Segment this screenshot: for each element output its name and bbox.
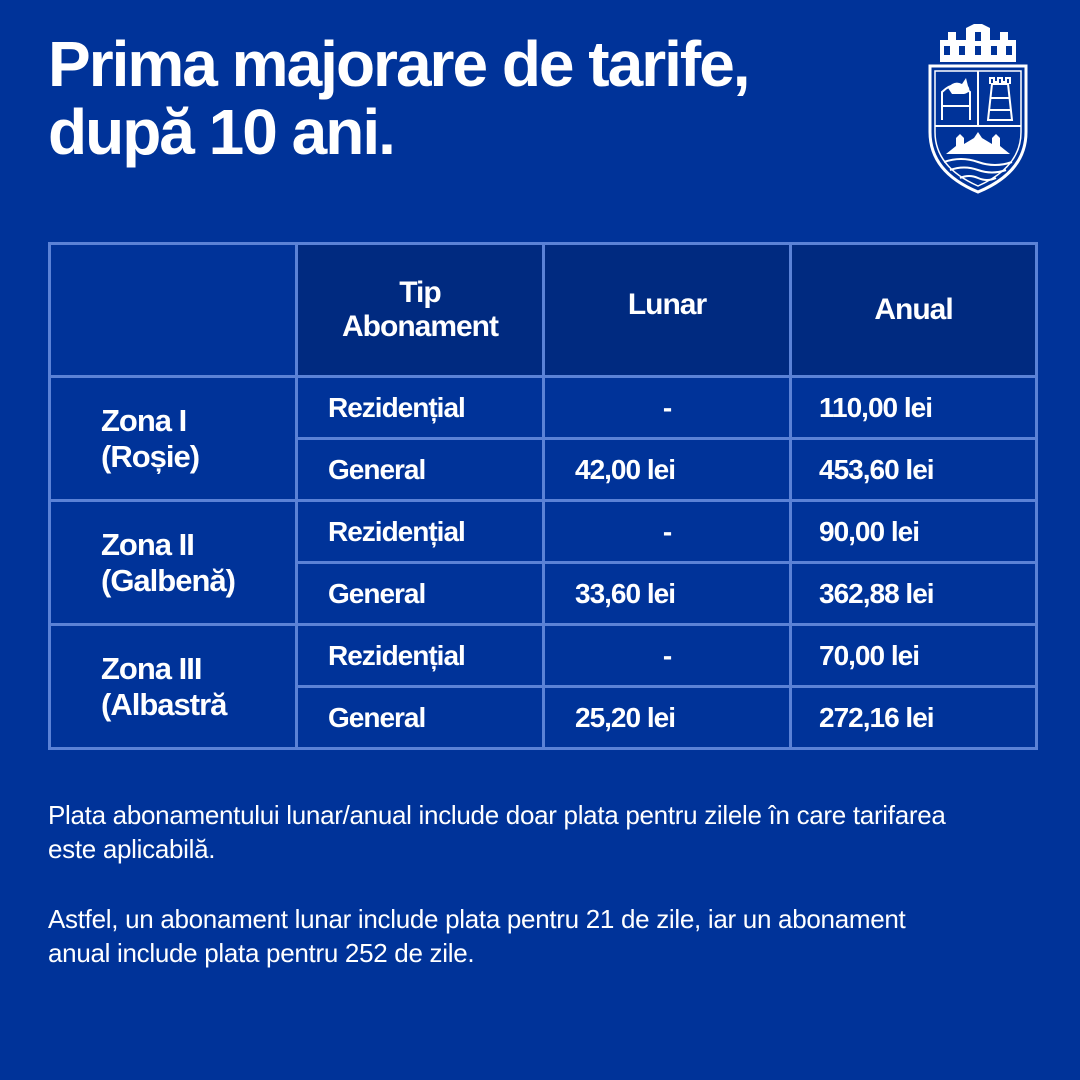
notes: [48, 798, 948, 1006]
zone-name-3-line1: Zona III: [101, 650, 202, 686]
header-type: [297, 244, 544, 377]
row-type: General: [297, 563, 544, 625]
zone-name-1-line1: Zona I: [101, 402, 187, 438]
zone-name-1-line2: (Roșie): [101, 438, 200, 474]
row-type: Rezidențial: [297, 501, 544, 563]
tariff-table: [48, 242, 1038, 750]
row-type: General: [297, 687, 544, 749]
header-monthly: Lunar: [544, 244, 791, 377]
table-row: [50, 501, 1037, 563]
row-yearly: 362,88 lei: [791, 563, 1037, 625]
row-yearly: 110,00 lei: [791, 377, 1037, 439]
zone-name-3: [50, 625, 297, 749]
zone-name-2: [50, 501, 297, 625]
header-type-label: Tip Abonament: [342, 276, 498, 343]
page-title: [48, 30, 888, 166]
header-blank-cell: [50, 244, 297, 377]
row-monthly: -: [544, 501, 791, 563]
row-yearly: 272,16 lei: [791, 687, 1037, 749]
row-yearly: 453,60 lei: [791, 439, 1037, 501]
header-yearly: Anual: [791, 244, 1037, 377]
city-coat-of-arms-icon: [926, 22, 1030, 194]
row-type: Rezidențial: [297, 377, 544, 439]
page-title-line-1: Prima majorare de tarife,: [48, 28, 749, 100]
zone-name-2-line1: Zona II: [101, 526, 194, 562]
table-row: [50, 625, 1037, 687]
page-title-line-2: după 10 ani.: [48, 96, 394, 168]
row-yearly: 70,00 lei: [791, 625, 1037, 687]
zone-name-1: [50, 377, 297, 501]
row-monthly: 25,20 lei: [544, 687, 791, 749]
row-monthly: 42,00 lei: [544, 439, 791, 501]
row-monthly: 33,60 lei: [544, 563, 791, 625]
table-row: [50, 377, 1037, 439]
zone-name-3-line2: (Albastră: [101, 686, 227, 722]
table-header-row: [50, 244, 1037, 377]
row-monthly: -: [544, 377, 791, 439]
row-type: General: [297, 439, 544, 501]
row-type: Rezidențial: [297, 625, 544, 687]
row-monthly: -: [544, 625, 791, 687]
row-yearly: 90,00 lei: [791, 501, 1037, 563]
note-paragraph-2: Astfel, un abonament lunar include plata pentru 21 de zile, iar un abonament anual include plata pentru 252 de zile.: [48, 904, 906, 968]
note-paragraph-1: Plata abonamentului lunar/anual include doar plata pentru zilele în care tarifarea este aplicabilă.: [48, 800, 946, 864]
zone-name-2-line2: (Galbenă): [101, 562, 235, 598]
